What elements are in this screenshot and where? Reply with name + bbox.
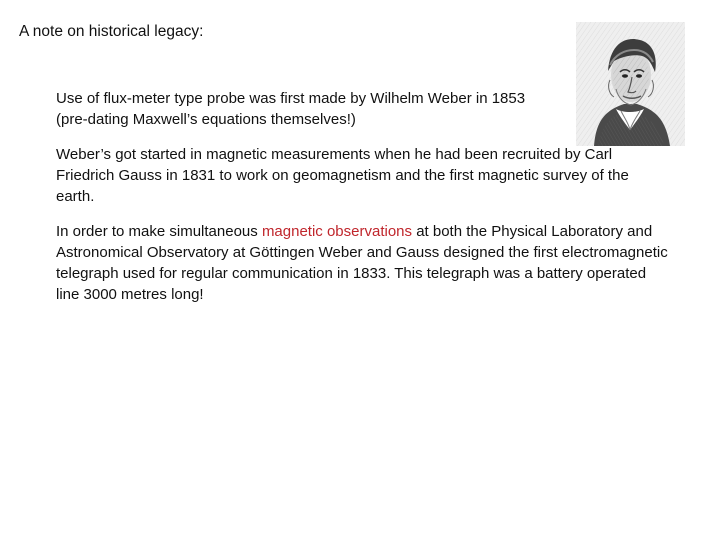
paragraph-weber-probe: Use of flux-meter type probe was first made by Wilhelm Weber in 1853 (pre-dating Maxwell’s equations themselves!) xyxy=(56,90,526,128)
paragraph-telegraph xyxy=(56,221,668,305)
slide-heading: A note on historical legacy: xyxy=(19,23,204,40)
slide-body xyxy=(56,88,676,319)
paragraph-telegraph-before: In order to make simultaneous xyxy=(56,223,262,240)
paragraph-telegraph-after: at both the Physical Laboratory and Astronomical Observatory at Göttingen Weber and Gauss designed the first electromagnetic telegraph used for regular communication in 1833. This telegraph was a battery operated line 3000 metres long! xyxy=(56,223,668,303)
magnetic-observations-highlight: magnetic observations xyxy=(261,223,413,240)
paragraph-gauss-recruitment: Weber’s got started in magnetic measurements when he had been recruited by Carl Friedrich Gauss in 1831 to work on geomagnetism and the first magnetic survey of the earth. xyxy=(56,146,629,205)
